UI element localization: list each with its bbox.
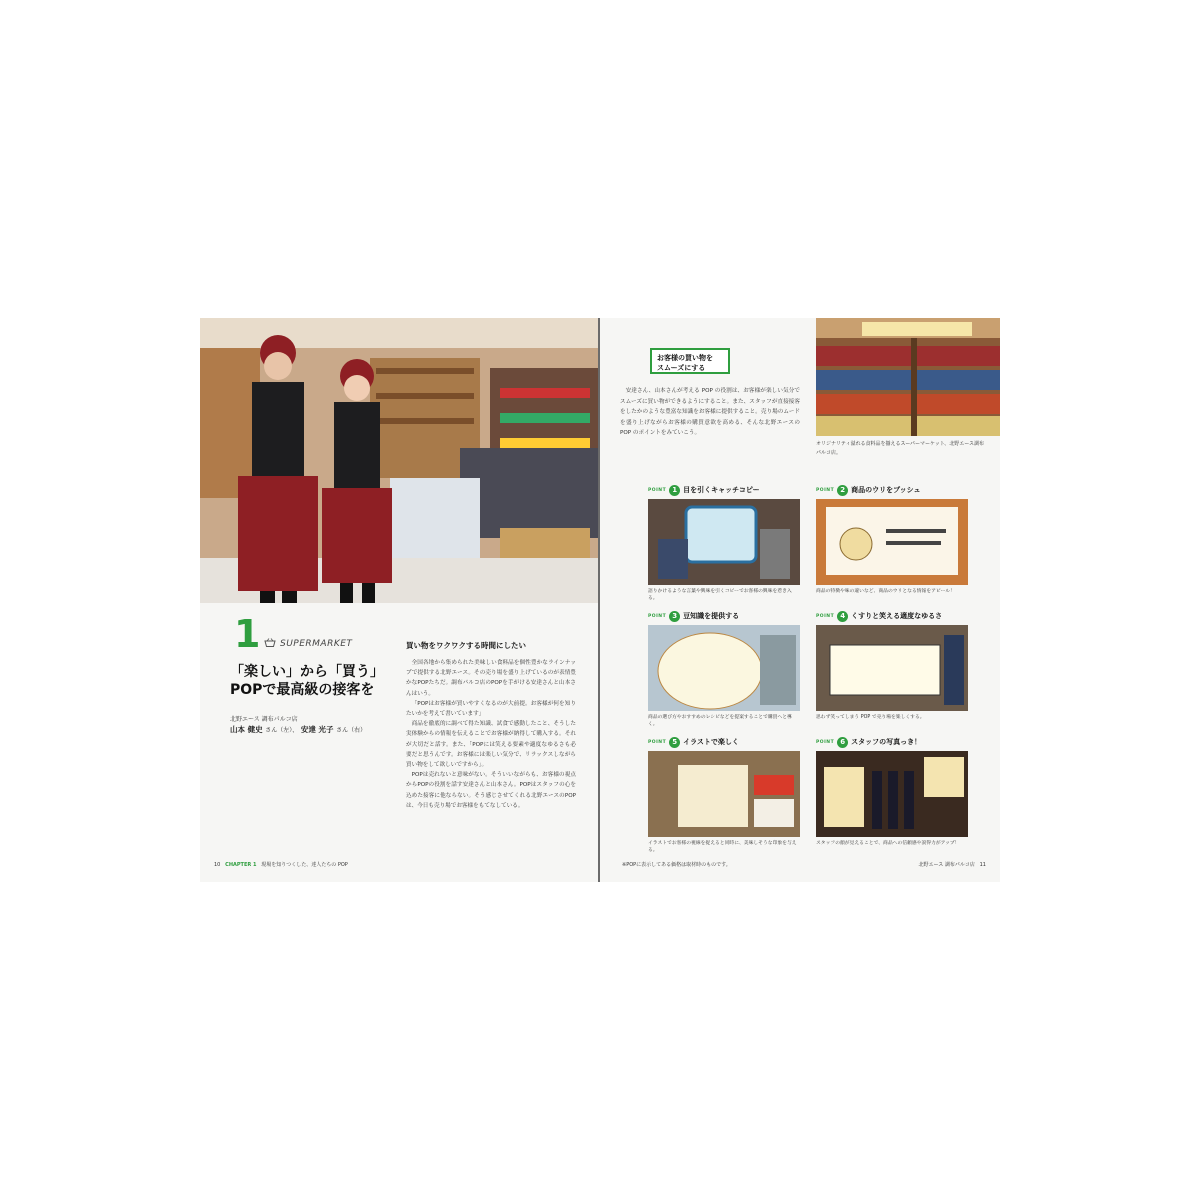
article-title-line2: POPで最高級の接客を — [230, 682, 375, 698]
point-title: スタッフの写真っき！ — [851, 738, 922, 746]
page-gutter — [598, 318, 600, 882]
right-footer-note: ※POPに表示してある価格は取材時のものです。 — [622, 862, 731, 868]
pop-photo — [816, 751, 968, 837]
left-page — [200, 318, 598, 882]
point-label: POINT — [648, 739, 667, 745]
pop-photo — [816, 499, 968, 585]
staff-name-2-suffix: さん（右） — [336, 727, 367, 734]
point-number-badge: 3 — [669, 611, 680, 622]
point-label: POINT — [648, 613, 667, 619]
left-footer — [214, 861, 348, 868]
section-box-heading — [650, 348, 730, 374]
pop-photo — [816, 625, 968, 711]
page-number-right: 11 — [979, 862, 986, 868]
point-number-badge: 2 — [837, 485, 848, 496]
pop-photo — [648, 751, 800, 837]
point-title: イラストで楽しく — [683, 738, 739, 746]
point-card-2 — [816, 484, 968, 595]
box-heading-line2: スムーズにする — [657, 364, 706, 372]
category-tag-label: SUPERMARKET — [280, 639, 353, 649]
pop-photo — [648, 625, 800, 711]
point-card-5 — [648, 736, 800, 854]
point-title: くすりと笑える適度なゆるさ — [851, 612, 943, 620]
point-caption: イラストでお客様の視線を捉えると同時に、美味しそうな印象を与える。 — [648, 841, 797, 853]
point-number-badge: 5 — [669, 737, 680, 748]
store-name: 北野エース 調布パルコ店 — [230, 716, 298, 723]
point-title: 商品のウリをプッシュ — [851, 486, 921, 494]
right-footer — [919, 861, 987, 868]
body-paragraph: 商品を徹底的に調べて得た知識、試食で感動したこと、そうした実体験からの情報を伝えることでお客様が納得して購入する。それが大切だと話す。また、「POPには笑える要素や適度なゆるさも必要だと思うんです。お客様には楽しい気分で、リラックスしながら買い物をして欲しいですから」。 — [406, 721, 576, 769]
article-title-line1: 「楽しい」から「買う」 — [230, 664, 384, 680]
article-title — [230, 663, 384, 699]
point-caption: 思わず笑ってしまう POP で売り場を楽しくする。 — [816, 715, 925, 720]
category-tag — [264, 638, 352, 650]
box-heading-line1: お客様の買い物を — [657, 354, 713, 362]
intro-text — [620, 386, 800, 439]
staff-photo — [200, 318, 598, 603]
footer-chapter-title: 現場を知りつくした、達人たちの POP — [261, 862, 348, 868]
store-shelf-photo — [816, 318, 1000, 436]
point-label: POINT — [648, 487, 667, 493]
point-number-badge: 6 — [837, 737, 848, 748]
staff-name-1: 山本 健史 — [230, 725, 263, 734]
staff-name-2: 安達 光子 — [300, 725, 334, 734]
footer-store: 北野エース 調布パルコ店 — [918, 862, 975, 868]
point-label: POINT — [816, 613, 835, 619]
point-card-3 — [648, 610, 800, 728]
staff-names — [230, 724, 366, 735]
point-caption: 商品の選び方やおすすめのレシピなどを提案することで購買へと導く。 — [648, 715, 792, 727]
body-paragraph: POPは売れないと意味がない。そういいながらも、お客様の視点からPOPの役割を話す安達さんと山本さん。POPはスタッフの心を込めた接客に他ならない。そう感じさせてくれる北野エースのPOPは、今日も売り場でお客様をもてなしている。 — [406, 772, 576, 809]
point-card-1 — [648, 484, 800, 602]
body-paragraph: 全国各地から集められた美味しい食料品を個性豊かなラインナップで提供する北野エース。その売り場を盛り上げているのが表情豊かなPOPたちだ。調布パルコ店のPOPを手がける安達さんと山本さんはいう。 — [406, 660, 576, 697]
column-heading: 買い物をワクワクする時間にしたい — [406, 641, 526, 650]
point-label: POINT — [816, 739, 835, 745]
pop-photo — [648, 499, 800, 585]
right-page — [602, 318, 1000, 882]
magazine-spread — [200, 318, 1000, 882]
point-caption: 語りかけるような言葉や興味を引くコピーでお客様の興味を惹き入る。 — [648, 589, 792, 601]
chapter-number: 1 — [234, 612, 261, 656]
point-caption: 商品の特徴や味の違いなど、商品のウリとなる情報をアピール！ — [816, 589, 955, 594]
article-body — [406, 658, 576, 811]
footer-chapter: CHAPTER 1 — [225, 862, 257, 868]
point-title: 目を引くキャッチコピー — [683, 486, 760, 494]
point-title: 豆知識を提供する — [683, 612, 740, 620]
point-card-4 — [816, 610, 968, 721]
point-number-badge: 1 — [669, 485, 680, 496]
body-paragraph: 「POPはお客様が買いやすくなるのが大前提。お客様が何を知りたいかを考えて書いています」 — [406, 700, 576, 718]
point-number-badge: 4 — [837, 611, 848, 622]
point-label: POINT — [816, 487, 835, 493]
staff-name-1-suffix: さん（左）、 — [265, 727, 299, 734]
intro-paragraph: 安達さん、山本さんが考える POP の役割は、お客様が楽しい気分でスムーズに買い物ができるようにすること。また、スタッフが直接接客をしたかのような豊富な知識をお客様に提供すること。売り場のムードを盛り上げながらお客様の購買意欲を高める、そんな北野エースの POP のポイントをみていこう。 — [620, 388, 800, 436]
page-number-left: 10 — [214, 862, 221, 868]
store-photo-caption: オリジナリティ溢れる食料品を揃えるスーパーマーケット、北野エース調布パルコ店。 — [816, 441, 985, 456]
basket-icon — [264, 638, 276, 650]
point-card-6 — [816, 736, 968, 847]
point-caption: スタッフの顔が見えることで、商品への信頼感や説得力がアップ！ — [816, 841, 960, 846]
